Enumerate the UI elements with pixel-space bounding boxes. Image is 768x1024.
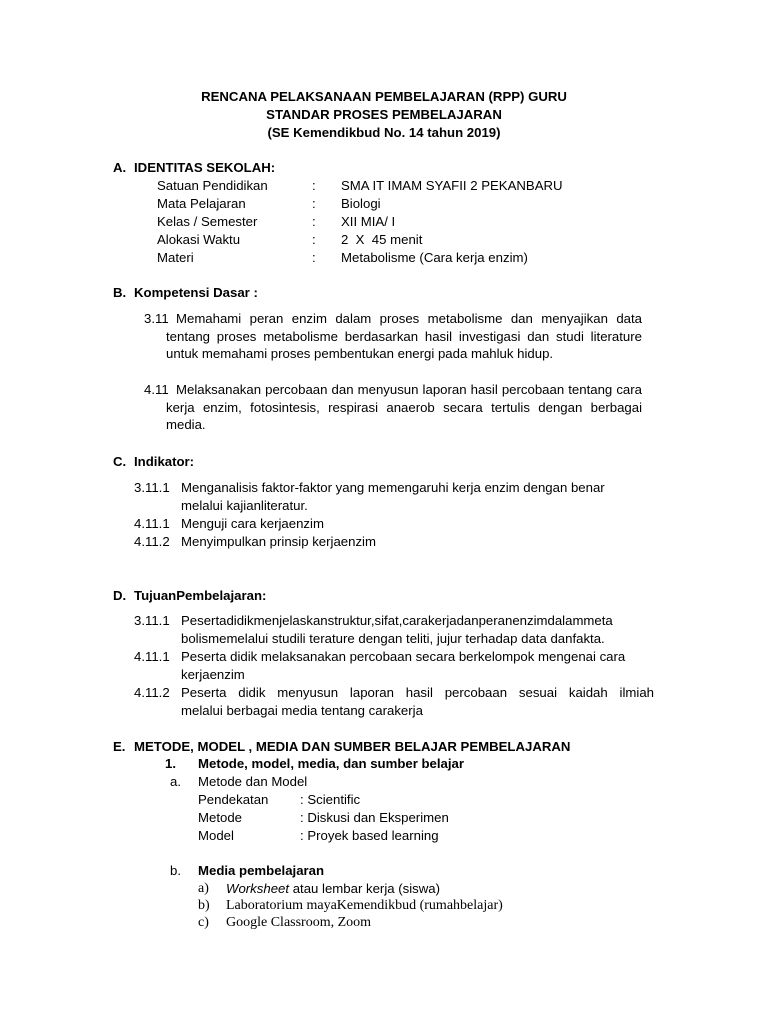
objective-text: melalui berbagai media tentang carakerja — [181, 703, 423, 718]
section-a-letter: A. — [113, 160, 127, 175]
objective-text: Pesertadidikmenjelaskanstruktur,sifat,carakerjadanperanenzimdalammeta — [181, 613, 613, 628]
indicator-text: Menyimpulkan prinsip kerjaenzim — [181, 534, 376, 549]
media-item-text: Laboratorium mayaKemendikbud (rumahbelajar) — [226, 898, 503, 913]
indicator-number: 4.11.2 — [134, 534, 170, 549]
indicator-text: Menganalisis faktor-faktor yang memengaruhi kerja enzim dengan benar — [181, 480, 605, 495]
kd-text: Melaksanakan percobaan dan menyusun laporan hasil percobaan tentang cara kerja enzim, fotosintesis, respirasi anaerob secara tertulis dengan berbagai media. — [166, 382, 642, 433]
subitem-a-letter: a. — [170, 774, 181, 789]
section-b-letter: B. — [113, 285, 127, 300]
subitem-a-heading: Metode dan Model — [198, 774, 308, 789]
objective-number: 4.11.2 — [134, 685, 170, 700]
subsection-1-number: 1. — [165, 756, 176, 771]
method-label: Model — [198, 828, 234, 843]
identity-colon: : — [312, 178, 316, 193]
identity-colon: : — [312, 196, 316, 211]
method-label: Pendekatan — [198, 792, 269, 807]
kd-number: 4.11 — [144, 382, 169, 397]
identity-value: Metabolisme (Cara kerja enzim) — [341, 250, 528, 265]
section-e-heading: METODE, MODEL , MEDIA DAN SUMBER BELAJAR PEMBELAJARAN — [134, 739, 571, 754]
section-c-letter: C. — [113, 454, 127, 469]
indicator-number: 3.11.1 — [134, 480, 170, 495]
indicator-text: Menguji cara kerjaenzim — [181, 516, 324, 531]
subitem-b-heading: Media pembelajaran — [198, 863, 325, 878]
title-line-3: (SE Kemendikbud No. 14 tahun 2019) — [267, 125, 501, 140]
media-item-letter: b) — [198, 898, 210, 913]
identity-label: Materi — [157, 250, 194, 265]
media-item-text: Google Classroom, Zoom — [226, 915, 372, 930]
media-item-italic: Worksheet — [226, 881, 290, 896]
media-item — [226, 880, 440, 898]
objective-number: 3.11.1 — [134, 613, 170, 628]
identity-value: 2 X 45 menit — [341, 232, 423, 247]
identity-label: Kelas / Semester — [157, 214, 258, 229]
media-item-letter: a) — [198, 881, 209, 896]
title-line-1: RENCANA PELAKSANAAN PEMBELAJARAN (RPP) GURU — [201, 89, 567, 104]
title-line-2: STANDAR PROSES PEMBELAJARAN — [266, 107, 502, 122]
indicator-number: 4.11.1 — [134, 516, 170, 531]
identity-label: Satuan Pendidikan — [157, 178, 268, 193]
media-item-text: atau lembar kerja (siswa) — [289, 881, 441, 896]
subsection-1-heading: Metode, model, media, dan sumber belajar — [198, 756, 465, 771]
method-label: Metode — [198, 810, 242, 825]
section-d-heading: TujuanPembelajaran: — [134, 588, 267, 603]
identity-label: Alokasi Waktu — [157, 232, 241, 247]
media-item-letter: c) — [198, 915, 209, 930]
objective-text: kerjaenzim — [181, 667, 245, 682]
kd-text: Memahami peran enzim dalam proses metabolisme dan menyajikan data tentang proses metabolisme berdasarkan hasil investigasi dan studi literature untuk memahami proses pembentukan energi pada mahluk hidup. — [166, 311, 642, 362]
identity-colon: : — [312, 214, 316, 229]
method-value: : Diskusi dan Eksperimen — [300, 810, 449, 825]
objective-text: Peserta didik menyusun laporan hasil percobaan sesuai kaidah ilmiah — [181, 685, 654, 700]
method-value: : Scientific — [300, 792, 361, 807]
section-e-letter: E. — [113, 739, 126, 754]
kd-number: 3.11 — [144, 311, 169, 326]
indicator-text: melalui kajianliteratur. — [181, 498, 308, 513]
objective-number: 4.11.1 — [134, 649, 170, 664]
identity-value: SMA IT IMAM SYAFII 2 PEKANBARU — [341, 178, 563, 193]
objective-text: bolismemelalui studili terature dengan teliti, jujur terhadap data danfakta. — [181, 631, 605, 646]
section-c-heading: Indikator: — [134, 454, 195, 469]
identity-value: Biologi — [341, 196, 381, 211]
identity-label: Mata Pelajaran — [157, 196, 246, 211]
section-b-heading: Kompetensi Dasar : — [134, 285, 258, 300]
identity-colon: : — [312, 232, 316, 247]
section-a-heading: IDENTITAS SEKOLAH: — [134, 160, 276, 175]
section-d-letter: D. — [113, 588, 127, 603]
subitem-b-letter: b. — [170, 863, 181, 878]
objective-text: Peserta didik melaksanakan percobaan secara berkelompok mengenai cara — [181, 649, 626, 664]
method-value: : Proyek based learning — [300, 828, 439, 843]
identity-colon: : — [312, 250, 316, 265]
identity-value: XII MIA/ I — [341, 214, 396, 229]
